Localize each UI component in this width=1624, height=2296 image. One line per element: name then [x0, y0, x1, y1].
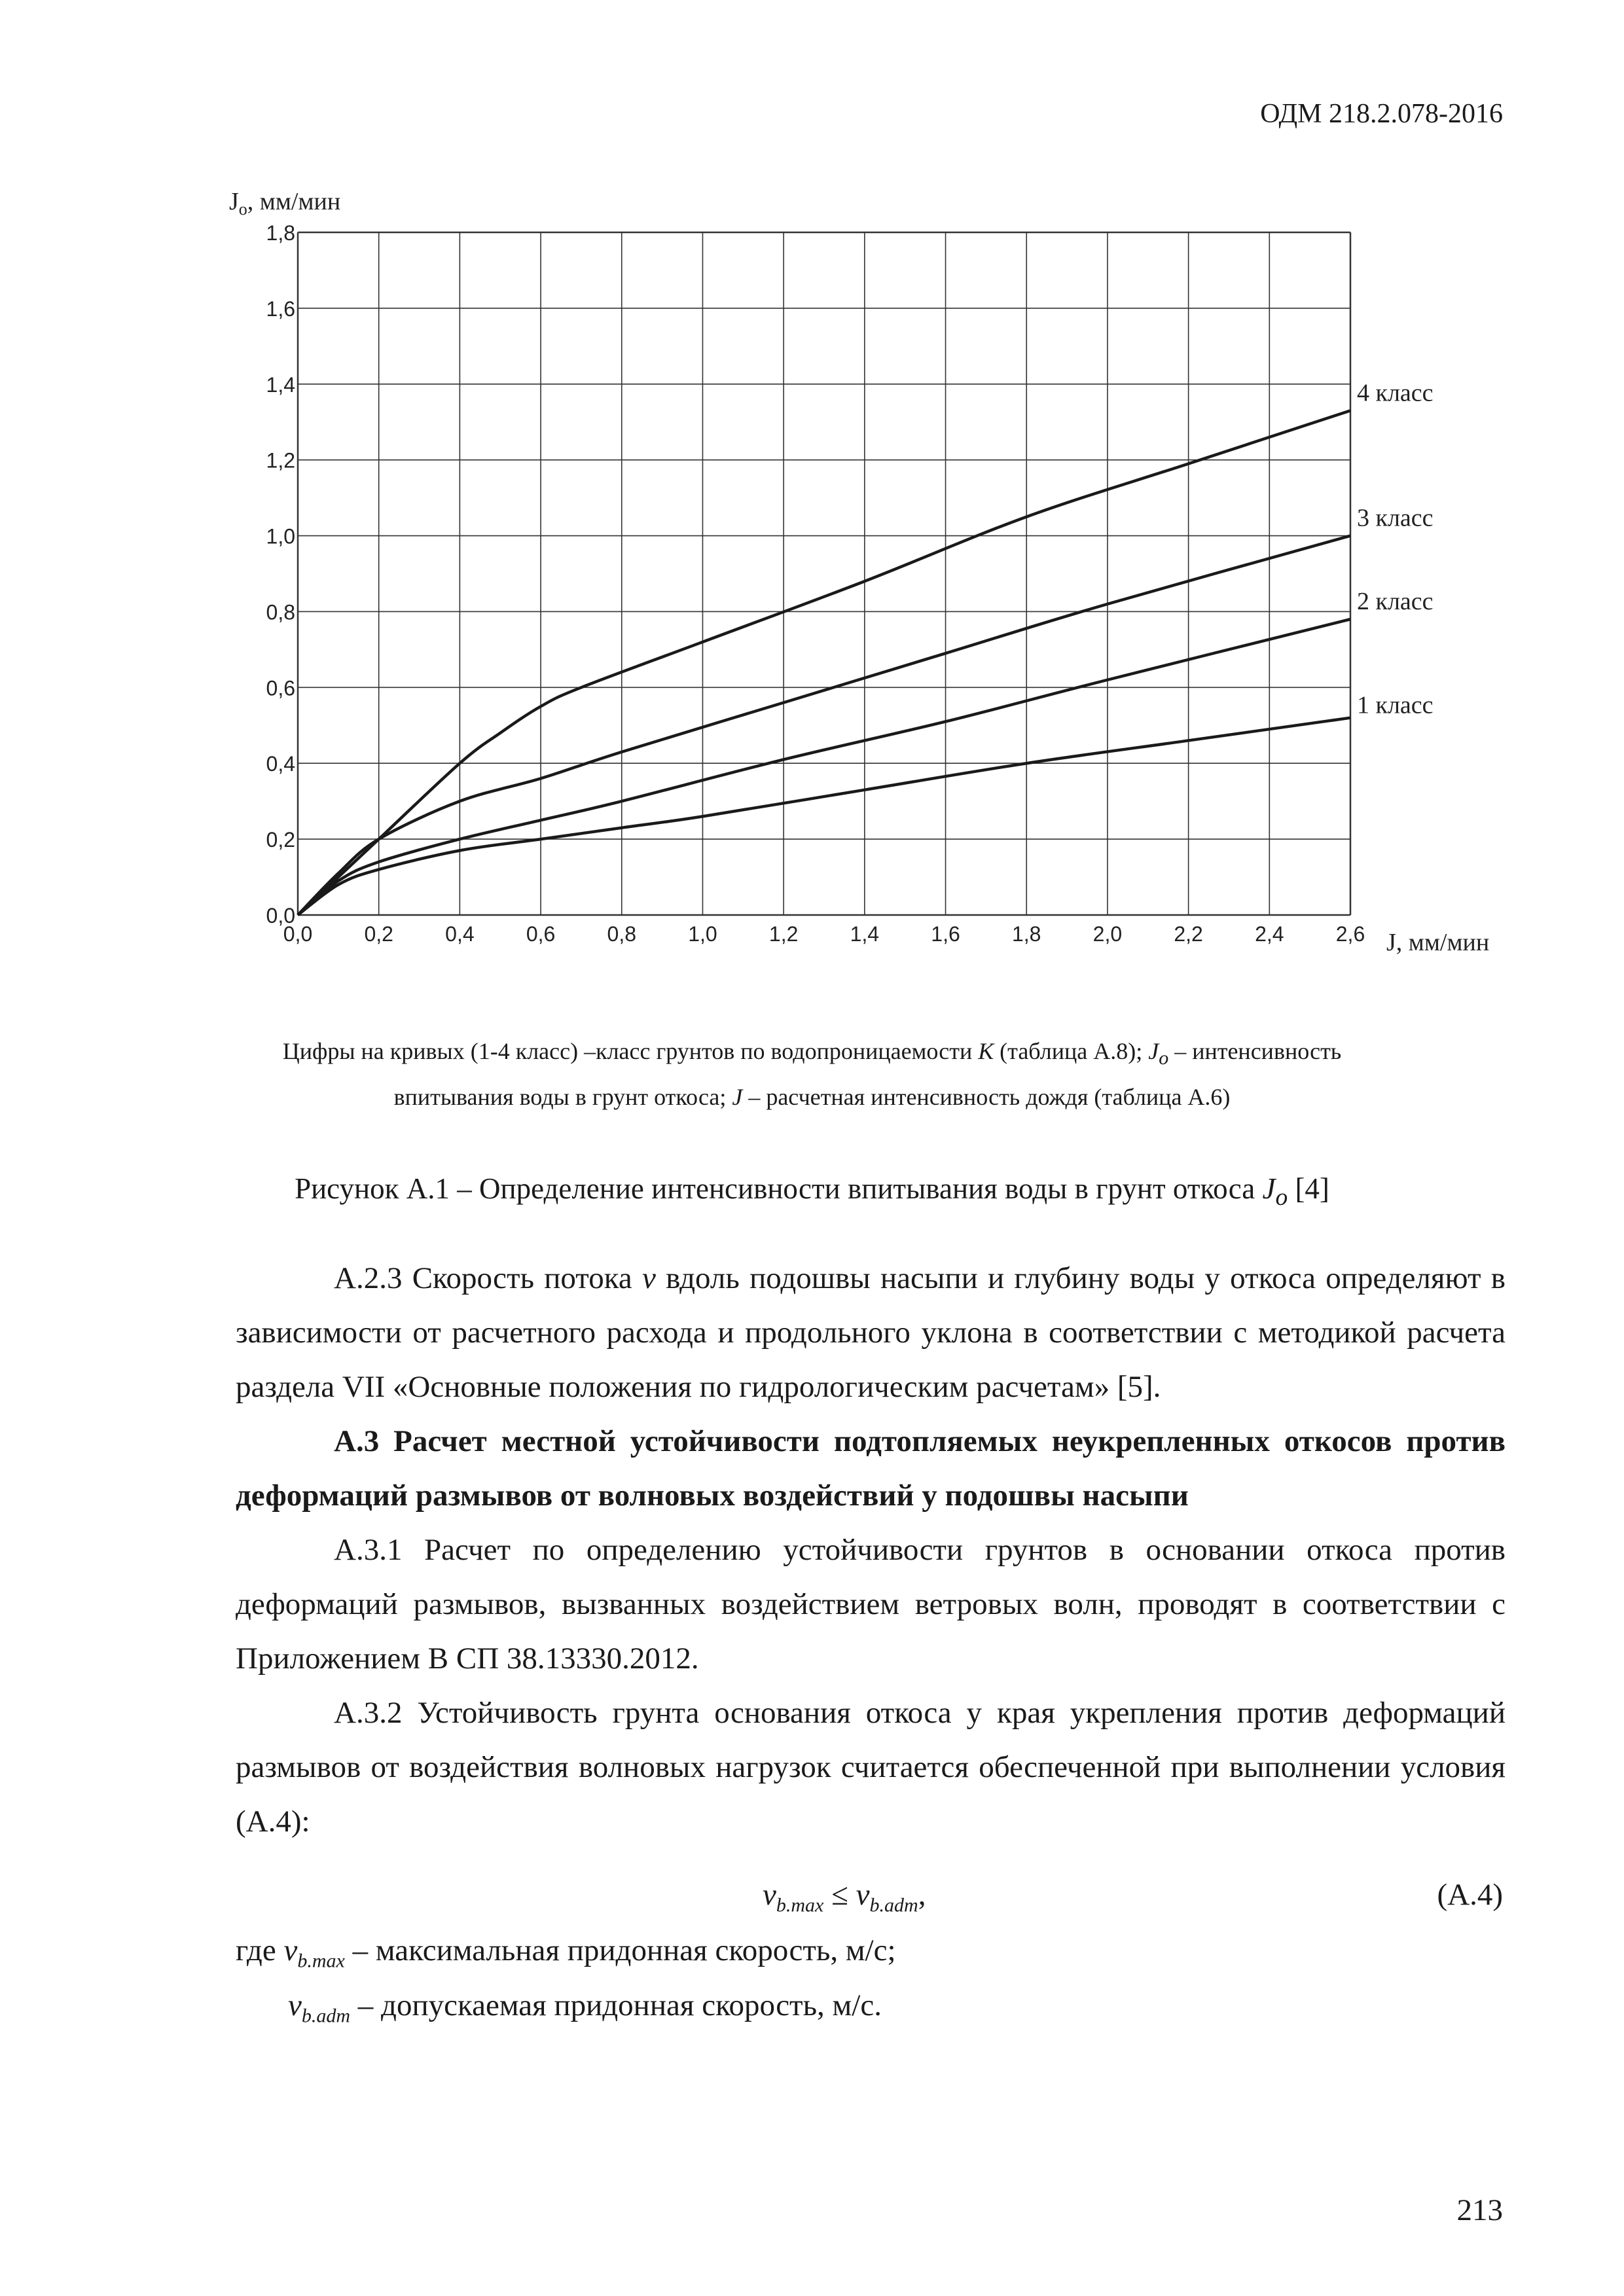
page-number: 213 — [1456, 2193, 1503, 2227]
x-tick-label: 0,0 — [283, 922, 313, 946]
x-tick-label: 2,4 — [1255, 922, 1284, 946]
y-tick-labels — [266, 221, 295, 927]
infiltration-chart — [0, 0, 1624, 1021]
series-label-class-1: 1 класс — [1357, 691, 1434, 719]
series-label-class-3: 3 класс — [1357, 504, 1434, 532]
x-tick-label: 0,2 — [364, 922, 393, 946]
x-tick-label: 1,2 — [768, 922, 799, 946]
y-tick-label: 1,8 — [266, 221, 295, 245]
y-tick-label: 1,4 — [266, 372, 295, 397]
x-tick-label: 0,8 — [607, 922, 637, 946]
formula-number: (А.4) — [1437, 1878, 1503, 1912]
formula-a4: $v_{b.max} \le v_{b.adm}$, — [763, 1878, 926, 1916]
document-code: ОДМ 218.2.078-2016 — [1260, 99, 1503, 129]
x-tick-label: 0,6 — [526, 922, 556, 946]
y-tick-label: 0,0 — [266, 904, 295, 927]
chart-grid — [298, 232, 1350, 915]
series-line-class-3 — [298, 536, 1350, 915]
x-tick-label: 1,4 — [850, 922, 880, 946]
x-tick-label: 2,0 — [1092, 922, 1123, 946]
x-tick-label: 1,8 — [1011, 922, 1041, 946]
paragraph-a32: А.3.2 Устойчивость грунта основания откоса у края укрепления против деформаций размывов от воздействия волновых нагрузок считается обеспеченной при выполнении условия (А.4): — [236, 1696, 1506, 1839]
y-tick-label: 1,2 — [266, 448, 295, 473]
y-tick-label: 0,8 — [266, 600, 295, 624]
x-axis-label: J, мм/мин — [1386, 929, 1490, 956]
x-tick-label: 0,4 — [445, 922, 475, 946]
y-tick-label: 0,4 — [266, 752, 295, 776]
series-label-class-2: 2 класс — [1357, 588, 1434, 616]
y-tick-label: 1,6 — [266, 296, 295, 321]
x-tick-label: 2,2 — [1174, 922, 1203, 946]
x-tick-label: 1,0 — [688, 922, 717, 946]
figure-note-line-1: Цифры на кривых (1-4 класс) –класс грунтов по водопроницаемости К (таблица А.8); $J_o$ – интенсивность — [282, 1038, 1342, 1069]
series-label-class-4: 4 класс — [1357, 379, 1434, 407]
paragraph-a31: А.3.1 Расчет по определению устойчивости грунтов в основании откоса против деформаций размывов, вызванных воздействием ветровых волн, проводят в соответствии с Приложением В СП 38.13330.2012. — [236, 1533, 1506, 1676]
y-tick-label: 0,6 — [266, 676, 295, 700]
series-labels — [1357, 379, 1434, 719]
x-tick-label: 2,6 — [1335, 922, 1365, 946]
figure-note-line-2: впитывания воды в грунт откоса; J – расчетная интенсивность дождя (таблица А.6) — [393, 1084, 1231, 1110]
series-line-class-1 — [298, 718, 1350, 915]
x-tick-labels — [283, 922, 1365, 946]
x-tick-label: 1,6 — [931, 922, 960, 946]
paragraph-a23: А.2.3 Скорость потока v вдоль подошвы насыпи и глубину воды у откоса определяют в зависимости от расчетного расхода и продольного уклона в соответствии с методикой расчета раздела VII «Основные положения по гидрологическим расчетам» [5]. — [236, 1261, 1506, 1404]
y-tick-label: 0,2 — [266, 828, 295, 852]
y-axis-label: $J_о$, мм/мин — [229, 188, 341, 219]
definition-vbadm: $v_{b.adm}$ – допускаемая придонная скорость, м/с. — [288, 1988, 882, 2027]
figure-title: Рисунок А.1 – Определение интенсивности впитывания воды в грунт откоса $J_o$ [4] — [295, 1172, 1329, 1211]
section-heading-a3: А.3 Расчет местной устойчивости подтопляемых неукрепленных откосов против деформаций размывов от волновых воздействий у подошвы насыпи — [236, 1424, 1506, 1513]
definition-vbmax: где $v_{b.max}$ – максимальная придонная скорость, м/с; — [236, 1933, 896, 1972]
y-tick-label: 1,0 — [266, 524, 295, 548]
